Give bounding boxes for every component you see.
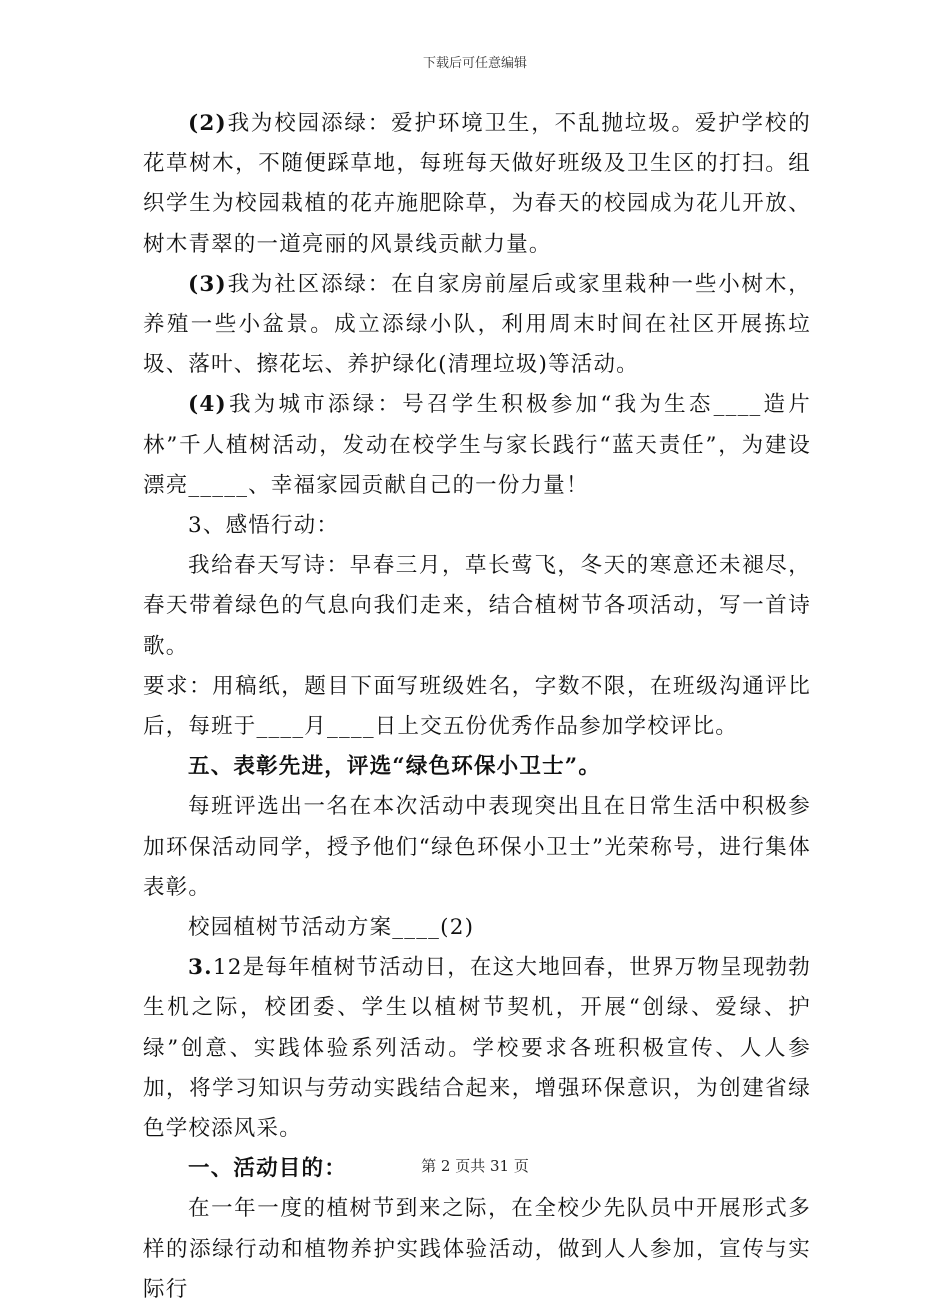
plan-title: 校园植树节活动方案____(2) [188,915,475,941]
paragraph-community-greening [143,265,811,386]
page-number-footer: 第 2 页共 31 页 [421,1157,529,1175]
paragraph-text: 12是每年植树节活动日，在这大地回春，世界万物呈现勃勃生机之际，校团委、学生以植树节契机，开展“创绿、爱绿、护绿”创意、实践体验系列活动。学校要求各班积极宣传、人人参加，将学习知识与劳动实践结合起来，增强环保意识，为创建省绿色学校添风采。 [143,955,811,1142]
paragraph-campus-greening [143,104,811,265]
paragraph-activity-purpose: 在一年一度的植树节到来之际，在全校少先队员中开展形式多样的添绿行动和植物养护实践体验活动，做到人人参加，宣传与实际行 [143,1196,811,1302]
paragraph-text: 我为城市添绿：号召学生积极参加“我为生态____造片林”千人植树活动，发动在校学生与家长践行“蓝天责任”，为建设漂亮_____、幸福家园贡献自己的一份力量！ [143,392,811,498]
paragraph-text: 我为校园添绿：爱护环境卫生，不乱抛垃圾。爱护学校的花草树木，不随便踩草地，每班每天做好班级及卫生区的打扫。组织学生为校园栽植的花卉施肥除草，为春天的校园成为花儿开放、树木青翠的一道亮丽的风景线贡献力量。 [143,111,811,257]
item-number: (3) [188,271,227,297]
page-header: 下载后可任意编辑 [422,56,527,71]
paragraph-text: 我为社区添绿：在自家房前屋后或家里栽种一些小树木，养殖一些小盆景。成立添绿小队，利用周末时间在社区开展拣垃圾、落叶、擦花坛、养护绿化(清理垃圾)等活动。 [143,271,811,378]
item-number: (2) [188,111,227,136]
paragraph-selection: 每班评选出一名在本次活动中表现突出且在日常生活中积极参加环保活动同学，授予他们“绿色环保小卫士”光荣称号，进行集体表彰。 [143,794,811,900]
paragraph-spring-poem: 我给春天写诗：早春三月，草长莺飞，冬天的寒意还未褪尽，春天带着绿色的气息向我们走来，结合植树节各项活动，写一首诗歌。 [143,553,811,659]
section-heading-insight-action: 3、感悟行动： [188,513,340,539]
paragraph-arbor-day-intro [143,948,811,1149]
date-number: 3. [188,955,213,981]
item-number: (4) [188,392,227,418]
paragraph-city-greening [143,385,811,506]
section-heading-activity-purpose: 一、活动目的： [188,1156,347,1182]
paragraph-requirements: 要求：用稿纸，题目下面写班级姓名，字数不限，在班级沟通评比后，每班于____月____日上交五份优秀作品参加学校评比。 [143,673,811,740]
section-heading-commendation: 五、表彰先进，评选“绿色环保小卫士”。 [188,754,602,780]
document-body [143,104,811,1310]
